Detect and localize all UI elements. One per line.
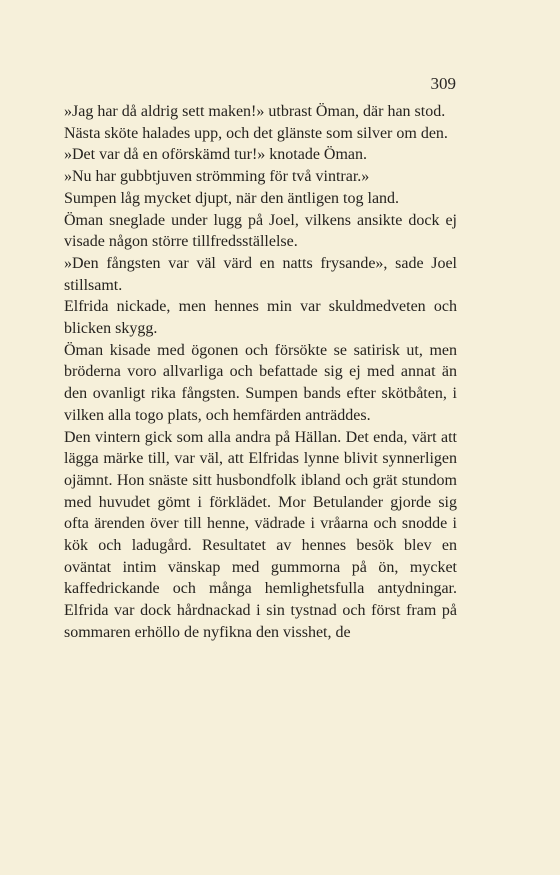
paragraph: »Jag har då aldrig sett maken!» utbrast Öman, där han stod. bbox=[64, 103, 446, 120]
paragraph: »Nu har gubbtjuven strömming för två vintrar.» bbox=[64, 168, 370, 186]
page-number: 309 bbox=[430, 74, 456, 93]
paragraph: Nästa sköte halades upp, och det glänste som silver om den. bbox=[64, 124, 448, 142]
paragraph: Öman kisade med ögonen och försökte se satirisk ut, men bröderna voro allvarliga och befattade sig ej med annat än den ovanligt rika fångsten. Sumpen bands efter skötbåten, i vilken alla togo plats, och hemfärden anträddes. bbox=[64, 341, 457, 424]
paragraph: Elfrida nickade, men hennes min var skuldmedveten och blicken skygg. bbox=[64, 298, 457, 338]
paragraph: Den vintern gick som alla andra på Hällan. Det enda, värt att lägga märke till, var väl, att Elfridas lynne blivit synnerligen ojämnt. Hon snäste sitt husbondfolk ibland och grät stundom med huvudet gömt i förklädet. Mor Betulander gjorde sig ofta ärenden över till henne, vädrade i vråarna och snodde i kök och ladugård. Resultatet av hennes besök blev en oväntat intim vänskap med gummorna på ön, mycket kaffedrickande och många hemlighetsfulla antydningar. Elfrida var dock hårdnackad i sin tystnad och först fram på sommaren erhöllo de nyfikna den visshet, de bbox=[64, 428, 457, 641]
body-text bbox=[64, 101, 457, 644]
paragraph: »Den fångsten var väl värd en natts frysande», sade Joel stillsamt. bbox=[64, 254, 457, 294]
paragraph: Öman sneglade under lugg på Joel, vilkens ansikte dock ej visade någon större tillfredsställelse. bbox=[64, 211, 457, 251]
paragraph: »Det var då en oförskämd tur!» knotade Öman. bbox=[64, 146, 368, 164]
paragraph: Sumpen låg mycket djupt, när den äntligen tog land. bbox=[64, 189, 400, 207]
